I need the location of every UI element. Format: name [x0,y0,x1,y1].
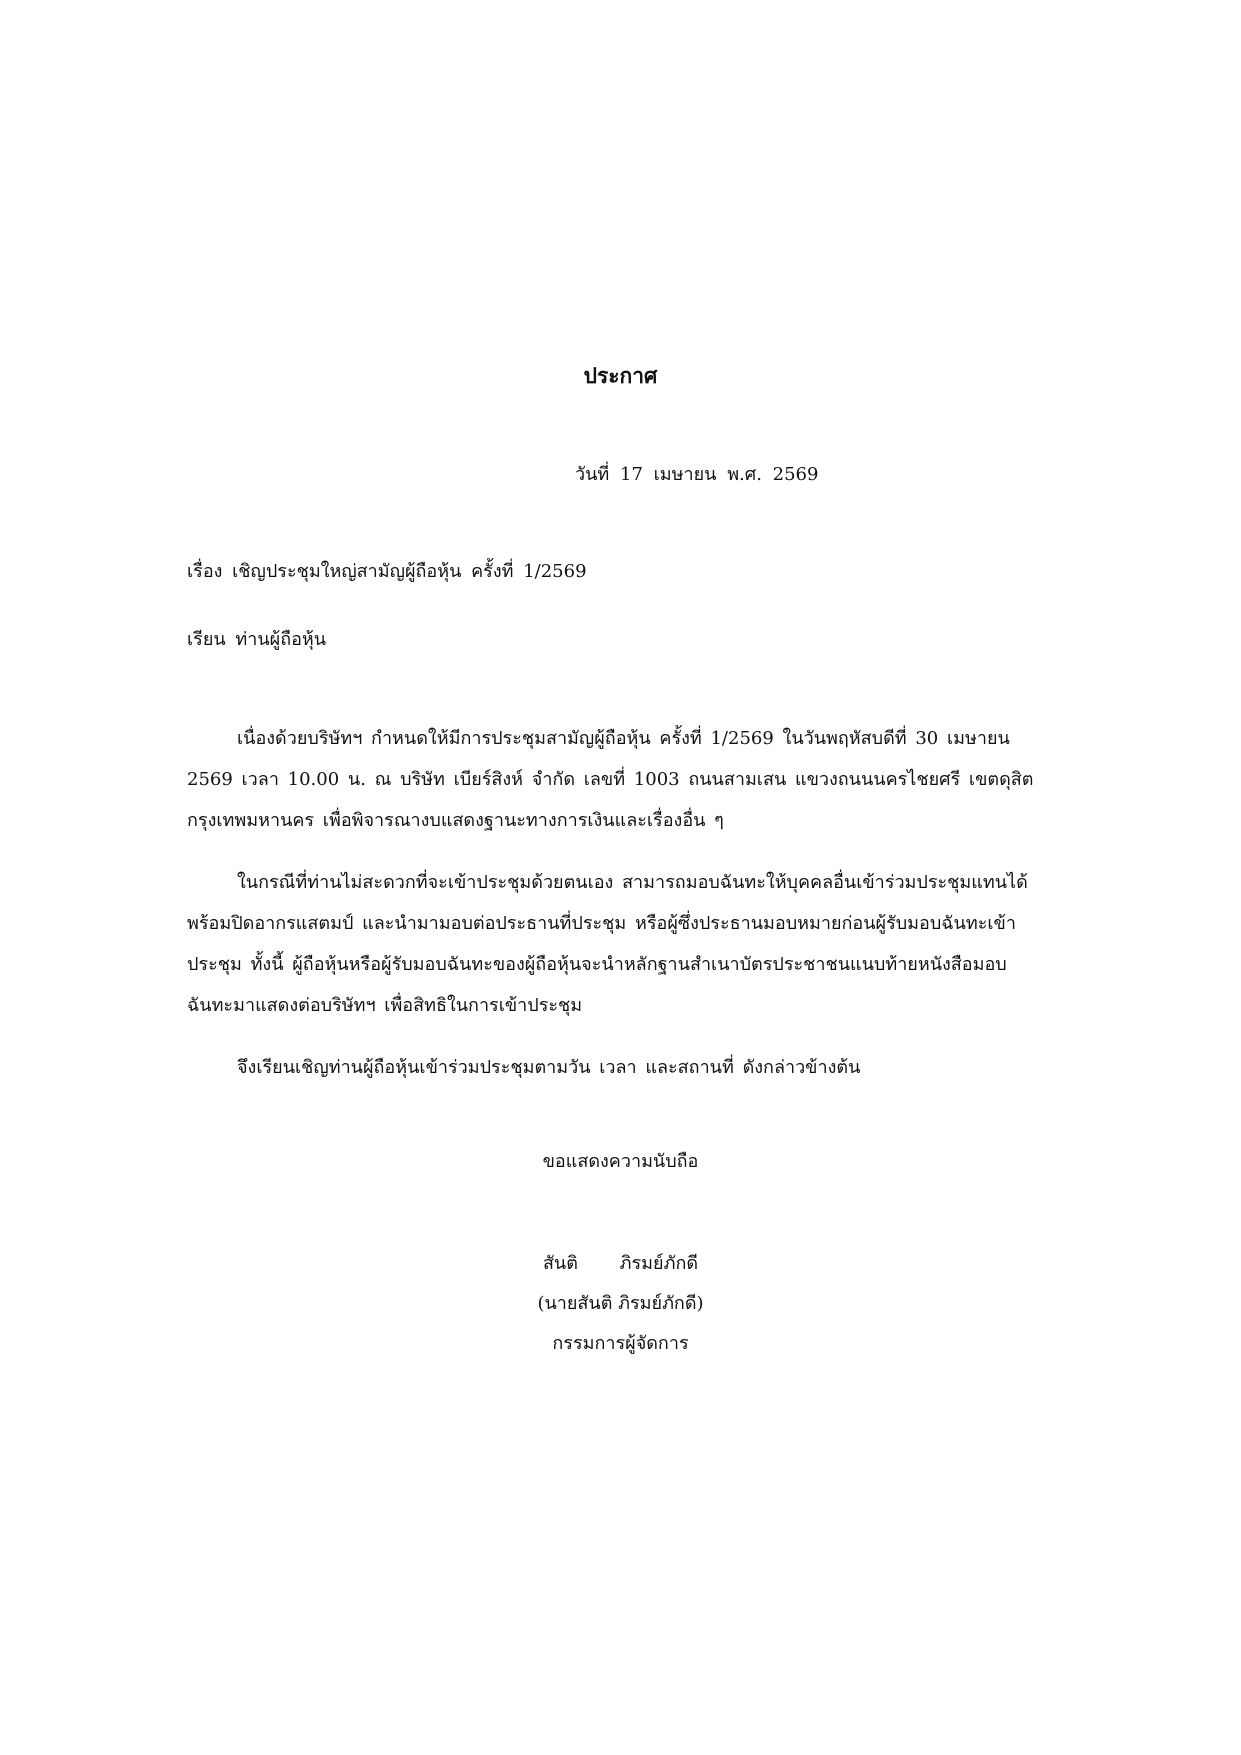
paragraph-line: ฉันทะมาแสดงต่อบริษัทฯ เพื่อสิทธิในการเข้าประชุม [187,995,583,1016]
signature: สันติ ภิรมย์ภักดี [542,1253,699,1274]
paragraph-line: พร้อมปิดอากรแสตมป์ และนำมามอบต่อประธานที่ประชุม หรือผู้ซึ่งประธานมอบหมายก่อนผู้รับมอบฉันทะเข้า [187,913,1016,934]
paragraph-proxy-info [187,862,1067,1026]
paragraph-line: ประชุม ทั้งนี้ ผู้ถือหุ้นหรือผู้รับมอบฉันทะของผู้ถือหุ้นจะนำหลักฐานสำเนาบัตรประชาชนแนบท้ายหนังสือมอบ [187,954,1007,975]
document-date: วันที่ 17 เมษายน พ.ศ. 2569 [575,464,819,485]
signer-name: (นายสันติ ภิรมย์ภักดี) [537,1293,704,1314]
paragraph-line: ในกรณีที่ท่านไม่สะดวกที่จะเข้าประชุมด้วยตนเอง สามารถมอบฉันทะให้บุคคลอื่นเข้าร่วมประชุมแทนได้ [237,872,1028,893]
signer-title: กรรมการผู้จัดการ [552,1333,689,1354]
paragraph-meeting-details [187,718,1067,841]
paragraph-line: เนื่องด้วยบริษัทฯ กำหนดให้มีการประชุมสามัญผู้ถือหุ้น ครั้งที่ 1/2569 ในวันพฤหัสบดีที่ 30 เมษายน [237,728,1010,749]
document-subject: เรื่อง เชิญประชุมใหญ่สามัญผู้ถือหุ้น ครั้งที่ 1/2569 [187,561,587,582]
paragraph-line: จึงเรียนเชิญท่านผู้ถือหุ้นเข้าร่วมประชุมตามวัน เวลา และสถานที่ ดังกล่าวข้างต้น [237,1057,861,1078]
paragraph-invitation [187,1047,1067,1088]
document-salutation: เรียน ท่านผู้ถือหุ้น [187,629,327,650]
signature-block [0,1244,1241,1364]
paragraph-line: กรุงเทพมหานคร เพื่อพิจารณางบแสดงฐานะทางการเงินและเรื่องอื่น ๆ [187,810,724,831]
document-title: ประกาศ [583,363,658,388]
paragraph-line: 2569 เวลา 10.00 น. ณ บริษัท เบียร์สิงห์ จำกัด เลขที่ 1003 ถนนสามเสน แขวงถนนนครไชยศรี เขตดุสิต [187,769,1034,790]
closing-phrase: ขอแสดงความนับถือ [542,1151,699,1172]
